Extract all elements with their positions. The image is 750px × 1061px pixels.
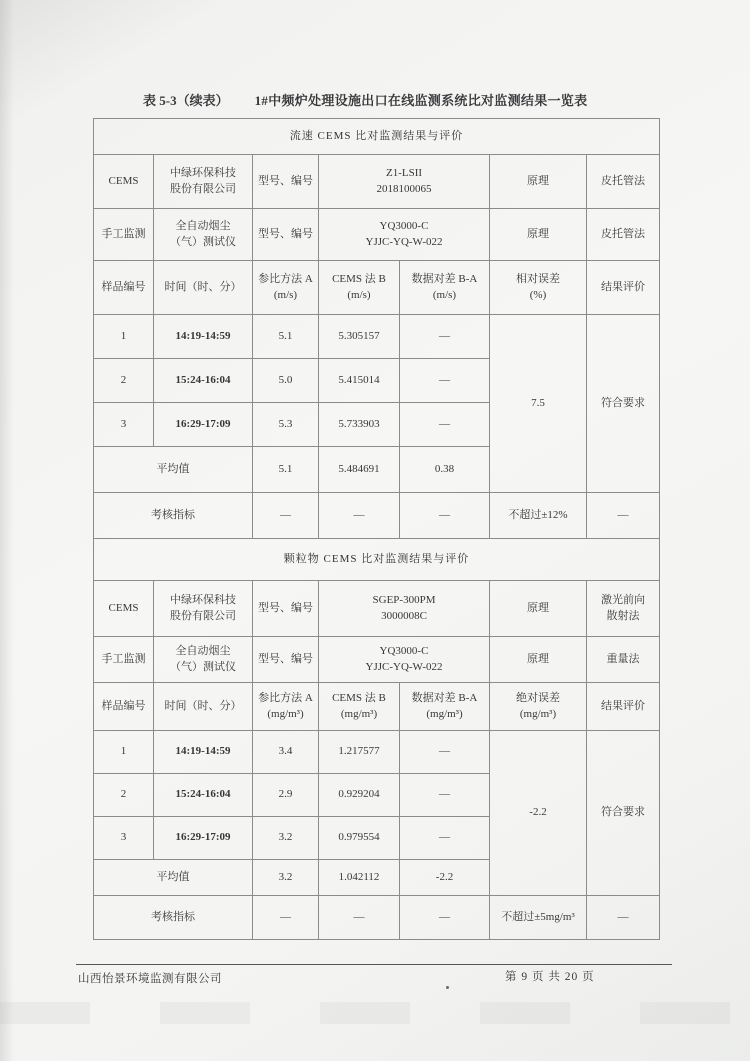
ref-value-cell: 3.2 (253, 817, 319, 860)
ref-value-cell: 5.1 (253, 315, 319, 359)
manual-role-cell: 手工监测 (94, 637, 154, 683)
section2-column-header-row (94, 683, 660, 731)
section1-cems-equipment-row (94, 155, 660, 209)
ref-value-cell: 5.3 (253, 403, 319, 447)
model-label-cell: 型号、编号 (253, 155, 319, 209)
diff-value-cell: — (400, 817, 490, 860)
manual-role-cell: 手工监测 (94, 209, 154, 261)
assessment-limit-cell: 不超过±12% (490, 493, 587, 539)
col-header-time: 时间（时、分） (154, 683, 253, 731)
col-header-result: 结果评价 (587, 261, 660, 315)
cems-role-cell: CEMS (94, 155, 154, 209)
assessment-result-cell: — (587, 896, 660, 940)
col-header-result: 结果评价 (587, 683, 660, 731)
principle-label-cell: 原理 (490, 581, 587, 637)
assessment-diff-cell: — (400, 493, 490, 539)
manual-principle-cell: 重量法 (587, 637, 660, 683)
diff-value-cell: — (400, 315, 490, 359)
manual-instrument-cell: 全自动烟尘 （气）测试仪 (154, 637, 253, 683)
model-label-cell: 型号、编号 (253, 637, 319, 683)
manual-instrument-cell: 全自动烟尘 （气）测试仪 (154, 209, 253, 261)
assessment-cems-cell: — (319, 493, 400, 539)
cems-value-cell: 0.929204 (319, 774, 400, 817)
absolute-error-merged-cell: -2.2 (490, 731, 587, 896)
comparison-results-table (93, 118, 660, 940)
cems-role-cell: CEMS (94, 581, 154, 637)
sample-row (94, 315, 660, 359)
model-label-cell: 型号、编号 (253, 209, 319, 261)
assessment-result-cell: — (587, 493, 660, 539)
footer-rule (76, 964, 672, 965)
ref-value-cell: 3.4 (253, 731, 319, 774)
cems-value-cell: 0.979554 (319, 817, 400, 860)
relative-error-merged-cell: 7.5 (490, 315, 587, 493)
cems-model-serial-cell: SGEP-300PM 3000008C (319, 581, 490, 637)
section2-header-row (94, 539, 660, 581)
diff-value-cell: — (400, 774, 490, 817)
ref-value-cell: 5.0 (253, 359, 319, 403)
model-label-cell: 型号、编号 (253, 581, 319, 637)
scan-shadow-left (0, 0, 14, 1061)
sample-no-cell: 2 (94, 359, 154, 403)
average-label-cell: 平均值 (94, 860, 253, 896)
section1-column-header-row (94, 261, 660, 315)
time-cell: 16:29-17:09 (154, 403, 253, 447)
assessment-ref-cell: — (253, 493, 319, 539)
principle-label-cell: 原理 (490, 637, 587, 683)
footer-page-number: 第 9 页 共 20 页 (505, 971, 595, 983)
col-header-data-difference: 数据对差 B-A (m/s) (400, 261, 490, 315)
average-ref-cell: 5.1 (253, 447, 319, 493)
ref-value-cell: 2.9 (253, 774, 319, 817)
average-diff-cell: 0.38 (400, 447, 490, 493)
cems-vendor-cell: 中绿环保科技 股份有限公司 (154, 581, 253, 637)
col-header-absolute-error: 绝对误差 (mg/m³) (490, 683, 587, 731)
result-merged-cell: 符合要求 (587, 315, 660, 493)
sample-no-cell: 3 (94, 817, 154, 860)
time-cell: 15:24-16:04 (154, 359, 253, 403)
average-cems-cell: 5.484691 (319, 447, 400, 493)
time-cell: 14:19-14:59 (154, 315, 253, 359)
section2-cems-equipment-row (94, 581, 660, 637)
assessment-cems-cell: — (319, 896, 400, 940)
assessment-label-cell: 考核指标 (94, 493, 253, 539)
average-cems-cell: 1.042112 (319, 860, 400, 896)
page-title: 1#中频炉处理设施出口在线监测系统比对监测结果一览表 (254, 93, 588, 108)
time-cell: 14:19-14:59 (154, 731, 253, 774)
cems-value-cell: 1.217577 (319, 731, 400, 774)
diff-value-cell: — (400, 731, 490, 774)
section1-header-row (94, 119, 660, 155)
col-header-sample-no: 样品编号 (94, 261, 154, 315)
cems-value-cell: 5.305157 (319, 315, 400, 359)
sample-no-cell: 3 (94, 403, 154, 447)
cems-principle-cell: 激光前向 散射法 (587, 581, 660, 637)
col-header-cems-method: CEMS 法 B (mg/m³) (319, 683, 400, 731)
section-header-particulate: 颗粒物 CEMS 比对监测结果与评价 (94, 539, 660, 581)
table-caption (93, 90, 659, 109)
assessment-limit-cell: 不超过±5mg/m³ (490, 896, 587, 940)
diff-value-cell: — (400, 359, 490, 403)
col-header-sample-no: 样品编号 (94, 683, 154, 731)
time-cell: 15:24-16:04 (154, 774, 253, 817)
assessment-diff-cell: — (400, 896, 490, 940)
col-header-relative-error: 相对误差 (%) (490, 261, 587, 315)
sample-no-cell: 1 (94, 731, 154, 774)
scan-artifact-band (0, 1002, 750, 1024)
sample-no-cell: 2 (94, 774, 154, 817)
footer-company-name: 山西怡景环境监测有限公司 (78, 973, 222, 985)
average-diff-cell: -2.2 (400, 860, 490, 896)
principle-label-cell: 原理 (490, 209, 587, 261)
section1-manual-equipment-row (94, 209, 660, 261)
manual-model-serial-cell: YQ3000-C YJJC-YQ-W-022 (319, 209, 490, 261)
time-cell: 16:29-17:09 (154, 817, 253, 860)
assessment-label-cell: 考核指标 (94, 896, 253, 940)
col-header-cems-method: CEMS 法 B (m/s) (319, 261, 400, 315)
col-header-reference-method: 参比方法 A (mg/m³) (253, 683, 319, 731)
average-ref-cell: 3.2 (253, 860, 319, 896)
section2-manual-equipment-row (94, 637, 660, 683)
assessment-row (94, 896, 660, 940)
cems-vendor-cell: 中绿环保科技 股份有限公司 (154, 155, 253, 209)
cems-model-serial-cell: Z1-LSII 2018100065 (319, 155, 490, 209)
col-header-data-difference: 数据对差 B-A (mg/m³) (400, 683, 490, 731)
manual-model-serial-cell: YQ3000-C YJJC-YQ-W-022 (319, 637, 490, 683)
average-label-cell: 平均值 (94, 447, 253, 493)
col-header-reference-method: 参比方法 A (m/s) (253, 261, 319, 315)
manual-principle-cell: 皮托管法 (587, 209, 660, 261)
table-number-label: 表 5-3（续表） (143, 93, 229, 108)
diff-value-cell: — (400, 403, 490, 447)
result-merged-cell: 符合要求 (587, 731, 660, 896)
assessment-row (94, 493, 660, 539)
sample-no-cell: 1 (94, 315, 154, 359)
col-header-time: 时间（时、分） (154, 261, 253, 315)
cems-principle-cell: 皮托管法 (587, 155, 660, 209)
section-header-velocity: 流速 CEMS 比对监测结果与评价 (94, 119, 660, 155)
principle-label-cell: 原理 (490, 155, 587, 209)
cems-value-cell: 5.733903 (319, 403, 400, 447)
scan-speck (446, 986, 449, 989)
cems-value-cell: 5.415014 (319, 359, 400, 403)
sample-row (94, 731, 660, 774)
assessment-ref-cell: — (253, 896, 319, 940)
